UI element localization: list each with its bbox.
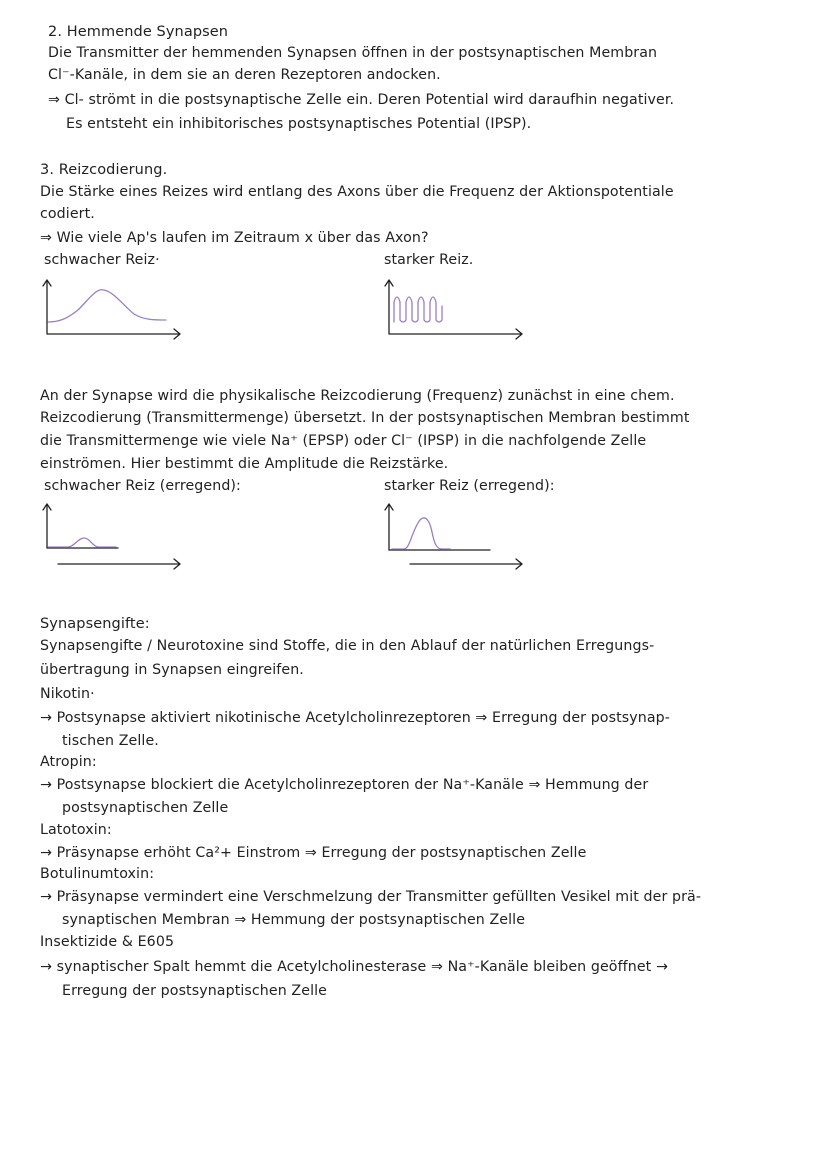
graph-label-weak: schwacher Reiz· <box>44 252 160 268</box>
toxins-intro-line: Synapsengifte / Neurotoxine sind Stoffe, die in den Ablauf der natürlichen Erregungs- <box>40 638 655 654</box>
graph-curve <box>394 297 442 322</box>
toxin-name: Nikotin· <box>40 686 95 702</box>
toxin-line: tischen Zelle. <box>62 733 159 749</box>
toxin-name: Latotoxin: <box>40 822 112 838</box>
toxin-line: Erregung der postsynaptischen Zelle <box>62 983 327 999</box>
toxin-line: postsynaptischen Zelle <box>62 800 229 816</box>
toxin-line: → Präsynapse erhöht Ca²+ Einstrom ⇒ Erregung der postsynaptischen Zelle <box>40 845 587 861</box>
toxin-line: → synaptischer Spalt hemmt die Acetylcholinesterase ⇒ Na⁺-Kanäle bleiben geöffnet → <box>40 959 668 975</box>
graph-label-weak-excitatory: schwacher Reiz (erregend): <box>44 478 241 494</box>
section2-line: ⇒ Cl- strömt in die postsynaptische Zelle ein. Deren Potential wird daraufhin negativer. <box>48 92 675 108</box>
graph-strong-frequency <box>380 276 530 346</box>
graph-axis <box>47 280 180 334</box>
toxin-name: Atropin: <box>40 754 97 770</box>
toxin-line: → Präsynapse vermindert eine Verschmelzung der Transmitter gefüllten Vesikel mit der prä- <box>40 889 702 905</box>
toxin-line: → Postsynapse blockiert die Acetylcholinrezeptoren der Na⁺-Kanäle ⇒ Hemmung der <box>40 777 649 793</box>
paragraph-line: einströmen. Hier bestimmt die Amplitude die Reizstärke. <box>40 456 449 472</box>
graph-curve <box>48 290 166 322</box>
section3-line: Die Stärke eines Reizes wird entlang des Axons über die Frequenz der Aktionspotentiale <box>40 184 674 200</box>
section3-title: 3. Reizcodierung. <box>40 162 168 178</box>
section2-line: Es entsteht ein inhibitorisches postsynaptisches Potential (IPSP). <box>66 116 532 132</box>
graph-curve <box>392 518 450 549</box>
graph-label-strong: starker Reiz. <box>384 252 474 268</box>
toxin-name: Botulinumtoxin: <box>40 866 155 882</box>
toxin-name: Insektizide & E605 <box>40 934 175 950</box>
section2-title: 2. Hemmende Synapsen <box>48 24 229 40</box>
toxin-line: synaptischen Membran ⇒ Hemmung der postsynaptischen Zelle <box>62 912 526 928</box>
graph-curve <box>48 538 116 547</box>
section2-line: Cl⁻-Kanäle, in dem sie an deren Rezeptoren andocken. <box>48 67 441 83</box>
paragraph-line: die Transmittermenge wie viele Na⁺ (EPSP) oder Cl⁻ (IPSP) in die nachfolgende Zelle <box>40 433 647 449</box>
graph-strong-amplitude <box>380 500 530 572</box>
paragraph-line: Reizcodierung (Transmittermenge) übersetzt. In der postsynaptischen Membran bestimmt <box>40 410 690 426</box>
section3-line: ⇒ Wie viele Ap's laufen im Zeitraum x über das Axon? <box>40 230 429 246</box>
toxins-intro-line: übertragung in Synapsen eingreifen. <box>40 662 304 678</box>
paragraph-line: An der Synapse wird die physikalische Reizcodierung (Frequenz) zunächst in eine chem. <box>40 388 675 404</box>
graph-axis <box>389 280 522 334</box>
graph-label-strong-excitatory: starker Reiz (erregend): <box>384 478 555 494</box>
section3-line: codiert. <box>40 206 95 222</box>
graph-weak-amplitude <box>38 500 188 572</box>
toxin-line: → Postsynapse aktiviert nikotinische Acetylcholinrezeptoren ⇒ Erregung der postsynap- <box>40 710 670 726</box>
graph-weak-frequency <box>38 276 188 346</box>
section2-line: Die Transmitter der hemmenden Synapsen öffnen in der postsynaptischen Membran <box>48 45 658 61</box>
toxins-title: Synapsengifte: <box>40 616 150 632</box>
